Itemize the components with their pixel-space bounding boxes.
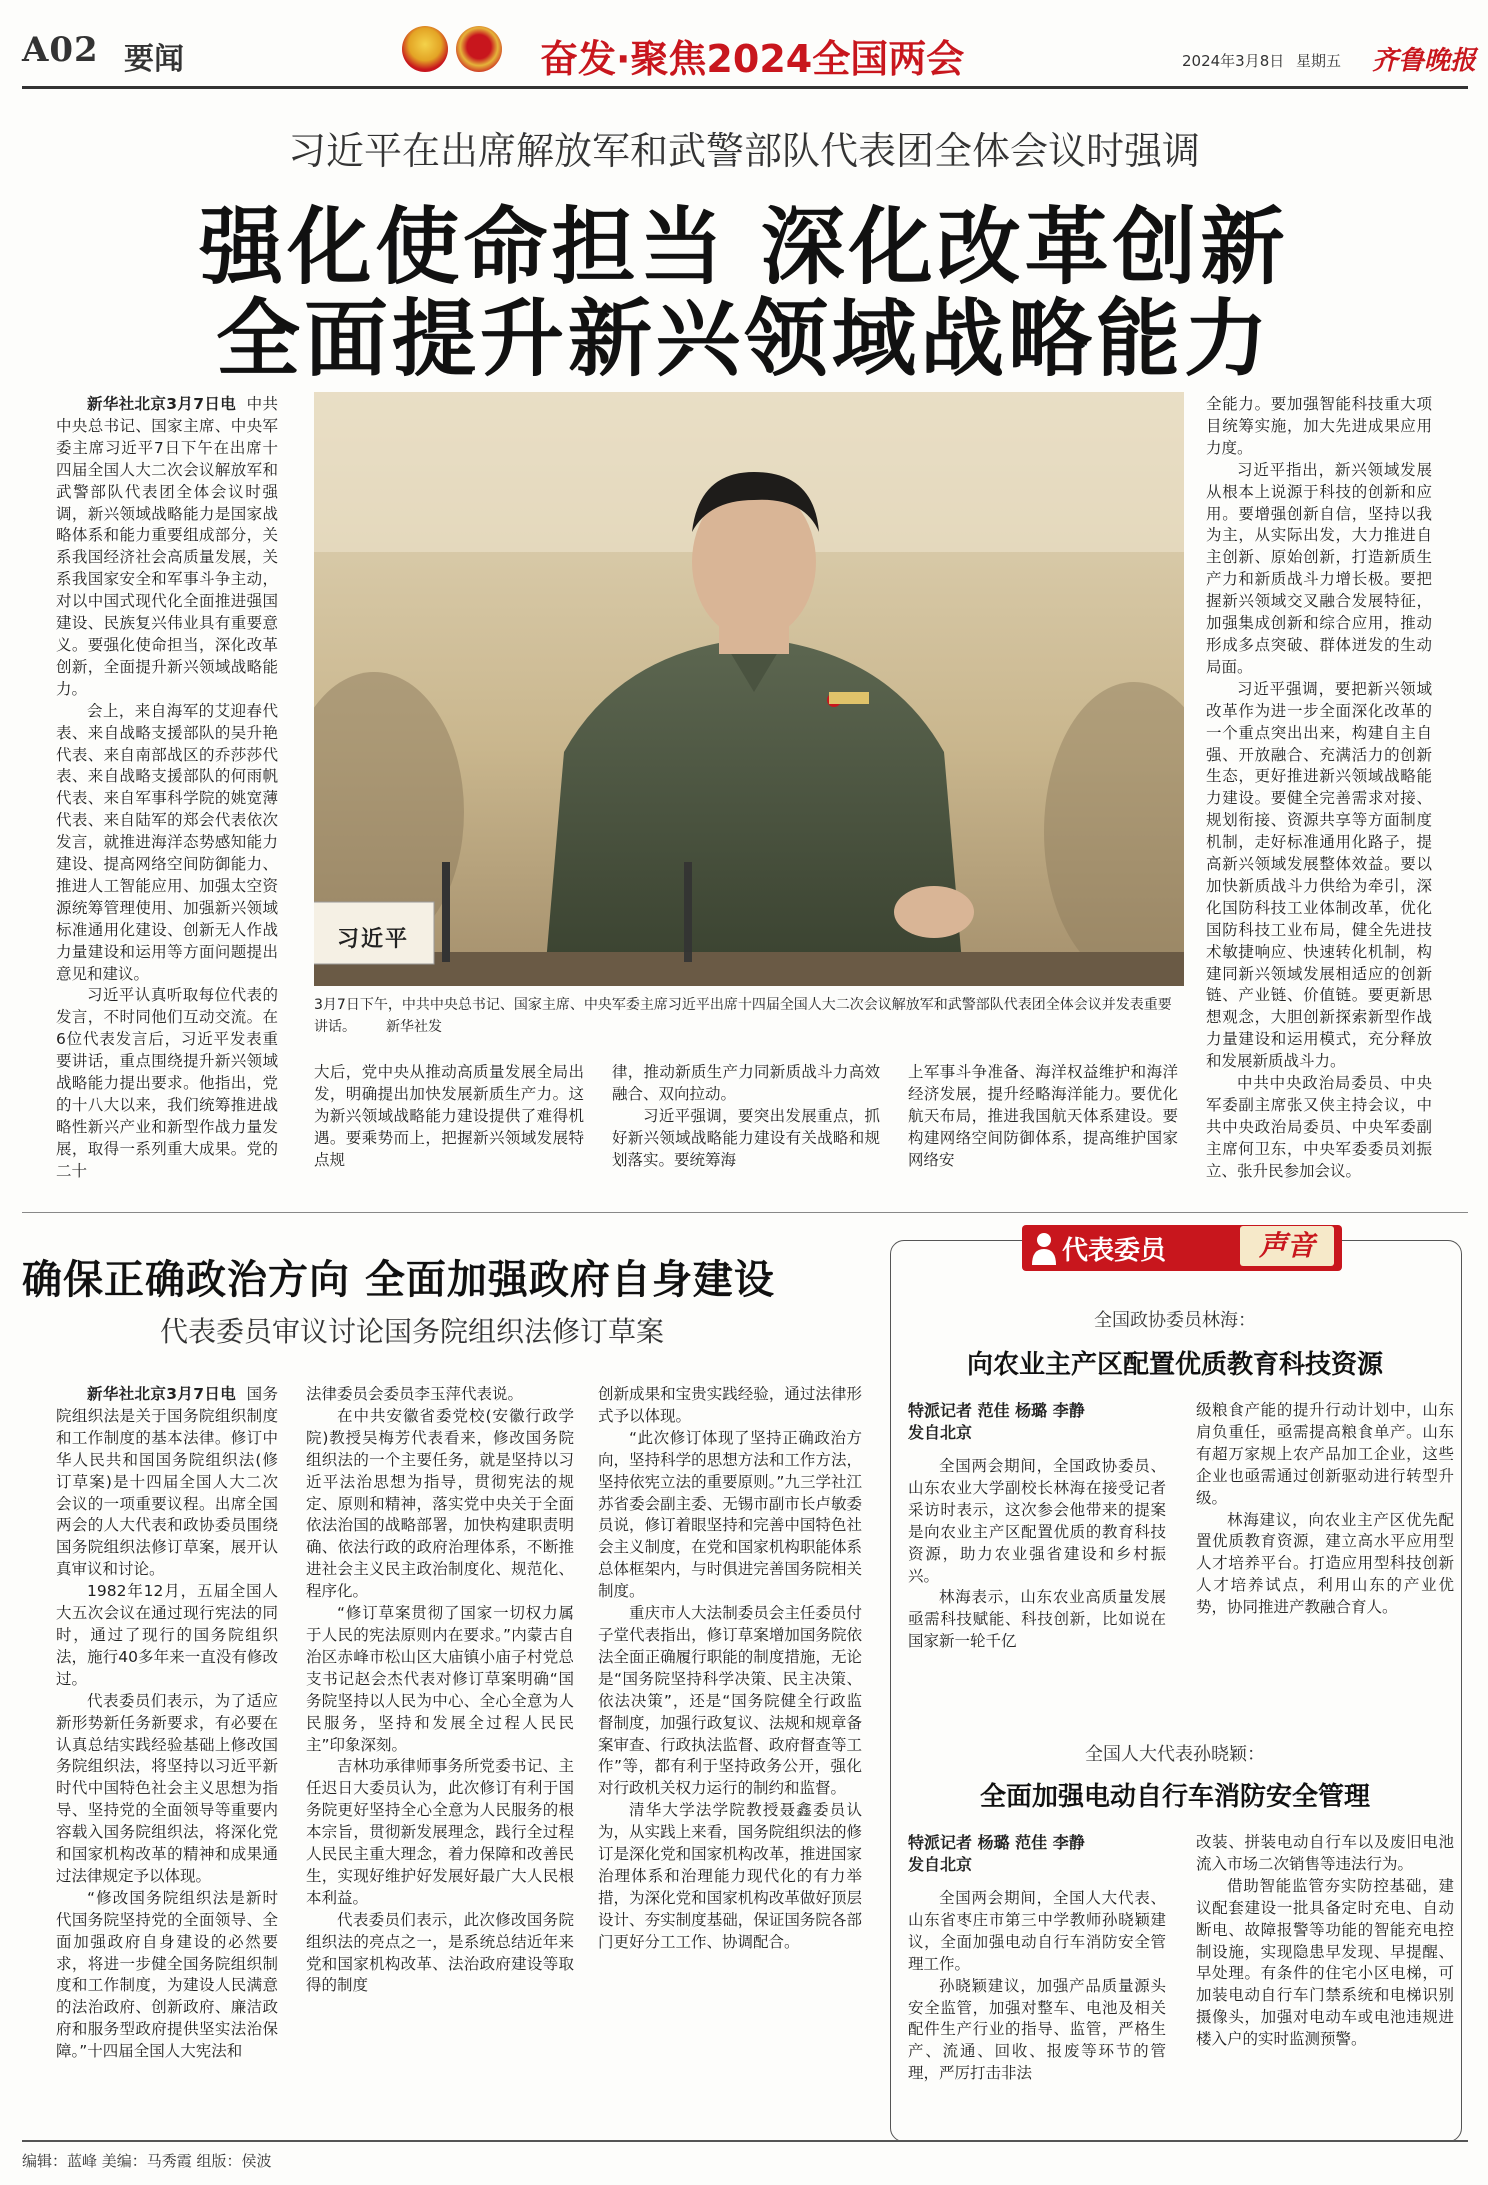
voice1-kicker: 全国政协委员林海：: [1094, 1310, 1256, 1331]
voice2-headline: 全面加强电动自行车消防安全管理: [979, 1782, 1370, 1812]
main-article-col5: 全能力。要加强智能科技重大项目统筹实施，加大先进成果应用力度。 习近平指出，新兴领域发展从根本上说源于科技的创新和应用。要增强创新自信，坚持以我为主，从实际出发，大力推进自主创新、原始创新，打造新质生产力和新质战斗力增长极。要把握新兴领域交叉融合发展特征，加强集成创新和综合应用，推动形成多点突破、群体迸发的生动局面。 习近平强调，要把新兴领域改革作为进一步全面深化改革的一个重点突出出来，构建自主自强、开放融合、充满活力的创新生态，更好推进新兴领域战略能力建设。要健全完善需求对接、规划衔接、资源共享等方面制度机制，走好标准通用化路子，提高新兴领域发展整体效益。要以加快新质战斗力供给为牵引，深化国防科技工业体制改革，优化国防科技工业布局，健全先进技术敏捷响应、快速转化机制，构建同新兴领域发展相适应的创新链、产业链、价值链。要更新思想观念，大胆创新探索新型作战力量建设和运用模式，充分释放和发展新质战斗力。 中共中央政治局委员、中央军委副主席张又侠主持会议，中共中央政治局委员、中央军委副主席何卫东，中央军委委员刘振立、张升民参加会议。: [1206, 395, 1432, 1180]
second-article-col3: 创新成果和宝贵实践经验，通过法律形式予以体现。 “此次修订体现了坚持正确政治方向，坚持科学的思想方法和工作方法，坚持依宪立法的重要原则。”九三学社江苏省委会副主委、无锡市副市长卢敏委员说，修订着眼坚持和完善中国特色社会主义制度，在党和国家机构职能体系总体框架内，与时俱进完善国务院相关制度。 重庆市人大法制委员会主任委员付子堂代表指出，修订草案增加国务院依法全面正确履行职能的制度措施，无论是“国务院坚持科学决策、民主决策、依法决策”，还是“国务院健全行政监督制度，加强行政复议、法规和规章备案审查、行政执法监督、政府督查等工作”等，都有利于坚持政务公开，强化对行政机关权力运行的制约和监督。 清华大学法学院教授聂鑫委员认为，从实践上来看，国务院组织法的修订是深化党和国家机构改革，推进国家治理体系和治理能力现代化的有力举措，为深化党和国家机构改革做好顶层设计、夯实制度基础，保证国务院各部门更好分工工作、协调配合。: [598, 1385, 862, 1951]
voice1-dateline: 发自北京: [908, 1423, 973, 1442]
voices-band-label: 代表委员: [1062, 1236, 1167, 1266]
second-subhead: 代表委员审议讨论国务院组织法修订草案: [160, 1315, 665, 1348]
photo-nameplate: 习近平: [336, 926, 409, 952]
news-photo: [314, 392, 1184, 986]
voices-band-tag: 声音: [1240, 1226, 1334, 1266]
photo-illustration: [314, 392, 1184, 986]
page-banner: 奋发·聚焦2024全国两会: [540, 37, 965, 81]
page-number: A02: [22, 30, 99, 70]
paragraph: 习近平认真听取每位代表的发言，不时同他们互动交流。在6位代表发言后，习近平发表重要讲话，重点围绕提升新兴领域战略能力提出要求。他指出，党的十八大以来，我们统筹推进战略性新兴产业和新型作战力量发展，取得一系列重大成果。党的二十: [56, 986, 278, 1180]
main-kicker: 习近平在出席解放军和武警部队代表团全体会议时强调: [287, 129, 1200, 173]
voice1-byline: 特派记者 范佳 杨璐 李静: [908, 1401, 1085, 1420]
main-headline-line2: 全面提升新兴领域战略能力: [215, 289, 1272, 388]
paper-logo: 齐鲁晚报: [1372, 46, 1477, 76]
voice2-kicker: 全国人大代表孙晓颖：: [1085, 1744, 1265, 1765]
issue-date: 2024年3月8日: [1182, 52, 1285, 70]
cppcc-emblem-icon: [456, 26, 502, 72]
main-article-col3: 律，推动新质生产力同新质战斗力高效融合、双向拉动。 习近平强调，要突出发展重点，抓好新兴领域战略能力建设有关战略和规划落实。要统筹海: [612, 1063, 880, 1169]
main-article-col4: 上军事斗争准备、海洋权益维护和海洋经济发展，提升经略海洋能力。要优化航天布局，推进我国航天体系建设。要构建网络空间防御体系，提高维护国家网络安: [908, 1063, 1178, 1169]
voice2-byline: 特派记者 杨璐 范佳 李静: [908, 1833, 1085, 1852]
voice2-col1: 特派记者 杨璐 范佳 李静 发自北京 全国两会期间，全国人大代表、山东省枣庄市第三中学教师孙晓颖建议，全面加强电动自行车消防安全管理工作。 孙晓颖建议，加强产品质量源头安全监管，加强对整车、电池及相关配件生产行业的指导、监管，严格生产、流通、回收、报废等环节的管理，严厉打击非法: [908, 1833, 1166, 2083]
staff-credits: 编辑：蓝峰 美编：马秀霞 组版：侯波: [22, 2152, 272, 2170]
voice1-headline: 向农业主产区配置优质教育科技资源: [966, 1350, 1383, 1380]
issue-weekday: 星期五: [1296, 52, 1342, 70]
main-headline-line1: 强化使命担当 深化改革创新: [199, 197, 1289, 296]
voice1-col1: 特派记者 范佳 杨璐 李静 发自北京 全国两会期间，全国政协委员、山东农业大学副校长林海在接受记者采访时表示，这次参会他带来的提案是向农业主产区配置优质的教育科技资源，助力农业强省建设和乡村振兴。 林海表示，山东农业高质量发展亟需科技赋能、科技创新，比如说在国家新一轮千亿: [908, 1401, 1166, 1651]
main-article-col2: 大后，党中央从推动高质量发展全局出发，明确提出加快发展新质生产力。这为新兴领域战略能力建设提供了难得机遇。要乘势而上，把握新兴领域发展特点规: [314, 1063, 584, 1169]
caption-text: 3月7日下午，中共中央总书记、国家主席、中央军委主席习近平出席十四届全国人大二次会议解放军和武警部队代表团全体会议并发表重要讲话。: [314, 997, 1172, 1035]
dateline: 新华社北京3月7日电: [87, 395, 237, 413]
photo-caption: [314, 994, 1184, 1038]
second-article-col1: 新华社北京3月7日电 国务院组织法是关于国务院组织制度和工作制度的基本法律。修订中华人民共和国国务院组织法(修订草案)是十四届全国人大二次会议的一项重要议程。出席全国两会的人大代表和政协委员围绕国务院组织法修订草案，展开认真审议和讨论。 1982年12月，五届全国人大五次会议在通过现行宪法的同时，通过了现行的国务院组织法，施行40多年来一直没有修改过。 代表委员们表示，为了适应新形势新任务新要求，有必要在认真总结实践经验基础上修改国务院组织法，将坚持以习近平新时代中国特色社会主义思想为指导、坚持党的全面领导等重要内容载入国务院组织法，将深化党和国家机构改革的精神和成果通过法律规定予以体现。 “修改国务院组织法是新时代国务院坚持党的全面领导、全面加强政府自身建设的必然要求，将进一步健全国务院组织制度和工作制度，为建设人民满意的法治政府、创新政府、廉洁政府和服务型政府提供坚实法治保障。”十四届全国人大宪法和: [56, 1385, 278, 2061]
main-article-col1: 新华社北京3月7日电 中共中央总书记、国家主席、中央军委主席习近平7日下午在出席十四届全国人大二次会议解放军和武警部队代表团全体会议时强调，新兴领域战略能力是国家战略体系和能力重要组成部分，关系我国经济社会高质量发展，关系我国家安全和军事斗争主动，对以中国式现代化全面推进强国建设、民族复兴伟业具有重要意义。要强化使命担当，深化改革创新，全面提升新兴领域战略能力。 会上，来自海军的艾迎春代表、来自战略支援部队的吴升艳代表、来自南部战区的乔莎莎代表、来自战略支援部队的何雨帆代表、来自军事科学院的姚宽薄代表、来自陆军的郑会代表依次发言，就推进海洋态势感知能力建设、提高网络空间防御能力、推进人工智能应用、加强太空资源统筹管理使用、加强新兴领域标准通用化建设、创新无人作战力量建设和运用等方面问题提出意见和建议。 习近平认真听取每位代表的发言，不时同他们互动交流。在6位代表发言后，习近平发表重要讲话，重点围绕提升新兴领域战略能力提出要求。他指出，党的十八大以来，我们统筹推进战略性新兴产业和新型作战力量发展，取得一系列重大成果。党的二十: [56, 394, 278, 1194]
dateline: 新华社北京3月7日电: [87, 1385, 237, 1403]
voice2-col2: 改装、拼装电动自行车以及废旧电池流入市场二次销售等违法行为。 借助智能监管夯实防控基础，建议配套建设一批具备定时充电、自动断电、故障报警等功能的智能充电控制设施，实现隐患早发现、早提醒、早处理。有条件的住宅小区电梯，可加装电动自行车门禁系统和电梯识别摄像头，加强对电动车或电池违规进楼入户的实时监测预警。: [1196, 1833, 1454, 2049]
masthead-rule: [22, 86, 1468, 89]
section-label: 要闻: [124, 42, 184, 77]
second-article-col2: 法律委员会委员李玉萍代表说。 在中共安徽省委党校(安徽行政学院)教授吴梅芳代表看来，修改国务院组织法的一个主要任务，就是坚持以习近平法治思想为指导，贯彻宪法的规定、原则和精神，落实党中央关于全面依法治国的战略部署，加快构建职责明确、依法行政的政府治理体系，不断推进社会主义民主政治制度化、规范化、程序化。 “修订草案贯彻了国家一切权力属于人民的宪法原则内在要求。”内蒙古自治区赤峰市松山区大庙镇小庙子村党总支书记赵会杰代表对修订草案明确“国务院坚持以人民为中心、全心全意为人民服务，坚持和发展全过程人民民主”印象深刻。 吉林功承律师事务所党委书记、主任迟日大委员认为，此次修订有利于国务院更好坚持全心全意为人民服务的根本宗旨，贯彻新发展理念，践行全过程人民民主重大理念，着力保障和改善民生，实现好维护好发展好最广大人民根本利益。 代表委员们表示，此次修改国务院组织法的亮点之一，是系统总结近年来党和国家机构改革、法治政府建设等取得的制度: [306, 1385, 574, 1995]
voice1-col2: 级粮食产能的提升行动计划中，山东肩负重任，亟需提高粮食单产。山东有超万家规上农产品加工企业，这些企业也亟需通过创新驱动进行转型升级。 林海建议，向农业主产区优先配置优质教育资源，建立高水平应用型人才培养平台。打造应用型科技创新人才培养试点，利用山东的产业优势，协同推进产教融合育人。: [1196, 1401, 1454, 1617]
people-group-icon: [1030, 1229, 1058, 1267]
national-emblem-icon: [402, 26, 448, 72]
second-headline: 确保正确政治方向 全面加强政府自身建设: [22, 1256, 775, 1303]
footer-rule: [22, 2140, 1468, 2142]
voice2-dateline: 发自北京: [908, 1855, 973, 1874]
photo-credit: 新华社发: [386, 1019, 442, 1035]
section-divider: [22, 1212, 1468, 1213]
paragraph: 会上，来自海军的艾迎春代表、来自战略支援部队的吴升艳代表、来自南部战区的乔莎莎代表、来自战略支援部队的何雨帆代表、来自军事科学院的姚宽薄代表、来自陆军的郑会代表依次发言，就推进海洋态势感知能力建设、提高网络空间防御能力、推进人工智能应用、加强太空资源统筹管理使用、加强新兴领域标准通用化建设、创新无人作战力量建设和运用等方面问题提出意见和建议。: [56, 701, 278, 983]
